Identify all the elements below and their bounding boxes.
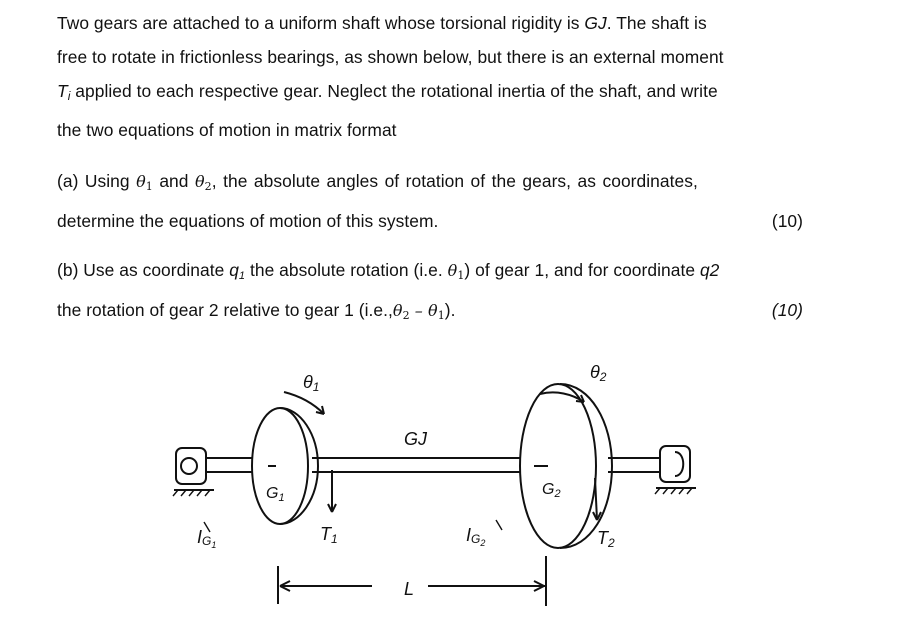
right-shaft-stub: [608, 458, 660, 472]
theta1-label: θ1: [303, 372, 320, 394]
part-a-marks: (10): [771, 211, 803, 231]
gear-1: [252, 408, 318, 524]
intro-line-1: Two gears are attached to a uniform shaft whose torsional rigidity is GJ. The shaft is: [57, 13, 707, 33]
part-a: [57, 164, 817, 238]
g1-label: G1: [266, 485, 285, 504]
part-b-line-2: the rotation of gear 2 relative to gear 1 $(i.e.,\theta_2 - \theta_1)$. (10): [57, 293, 817, 333]
g2-label: G2: [542, 481, 561, 500]
ti-variable: T: [57, 81, 68, 101]
ig2-label: IG2: [466, 525, 486, 548]
part-b-marks: (10): [771, 300, 803, 320]
main-shaft: [312, 458, 540, 472]
gj-variable: GJ: [584, 13, 607, 33]
part-a-line-2: determine the equations of motion of this system. (10): [57, 204, 817, 238]
right-bearing: [655, 446, 696, 494]
problem-intro: [57, 6, 817, 147]
t2-label: T2: [597, 528, 615, 550]
gear-2: [520, 384, 612, 548]
intro-line-4: the two equations of motion in matrix format: [57, 120, 397, 140]
gj-label: GJ: [404, 429, 428, 449]
intro-line-2: free to rotate in frictionless bearings, as shown below, but there is an external moment: [57, 47, 724, 67]
length-label: L: [404, 579, 415, 599]
part-a-line-1: (a) Using $\theta_1$ and $\theta_2$, the absolute angles of rotation of the gears, as coordinates,: [57, 171, 698, 193]
part-b: [57, 253, 817, 333]
part-b-line-1: (b) Use as coordinate q1 the absolute rotation (i.e. $\theta_1$) of gear 1, and for coordinate q2: [57, 260, 720, 282]
intro-line-3: Ti applied to each respective gear. Neglect the rotational inertia of the shaft, and write: [57, 81, 718, 103]
left-shaft-stub: [206, 458, 254, 472]
t1-label: T1: [320, 524, 338, 546]
gear-shaft-diagram: [160, 355, 740, 635]
ig1-label: IG1: [197, 527, 217, 550]
t2-arrow: [595, 478, 597, 520]
theta2-label: θ2: [590, 362, 607, 384]
